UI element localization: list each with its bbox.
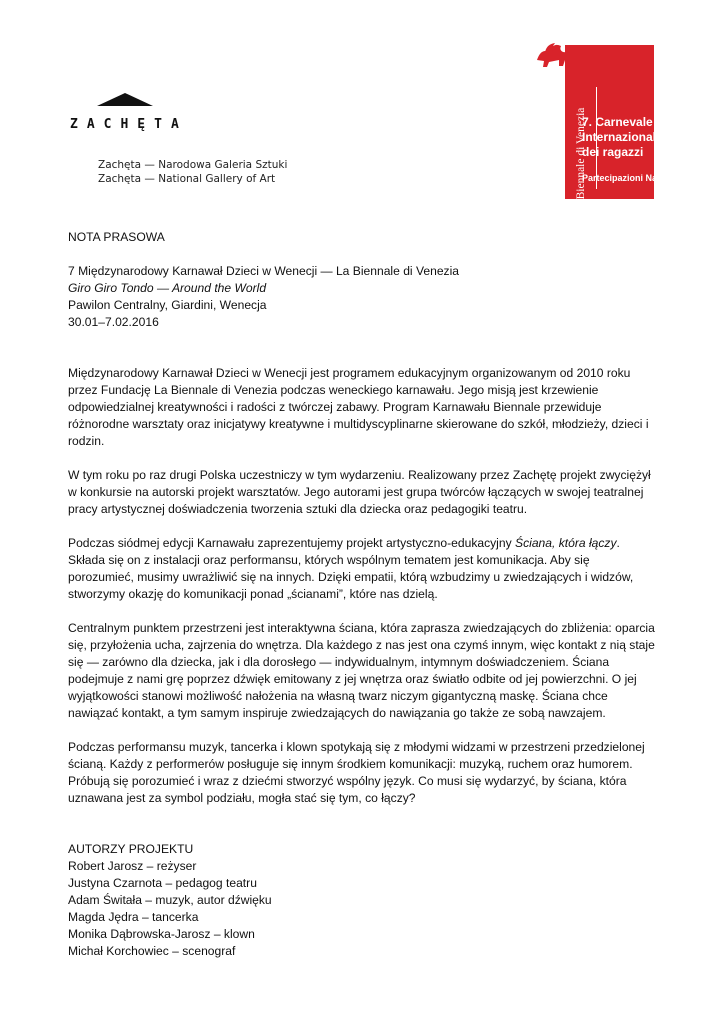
biennale-vertical-text: La Biennale di Venezia xyxy=(575,107,587,215)
event-dates: 30.01–7.02.2016 xyxy=(68,315,159,329)
authors-heading: AUTORZY PROJEKTU xyxy=(68,842,194,856)
carnevale-title-line1: 7. Carnevale xyxy=(582,115,653,129)
paragraph-5: Podczas performansu muzyk, tancerka i klown spotykają się z młodymi widzami w przestrzeni przedzielonej ścianą. Każdy z performerów posługuje się innym środkiem komunikacji: muzyką, ruchem oraz humorem. Próbują się porozumieć i wraz z dziećmi stworzyć wspólny język. Co musi się wydarzyć, by ściana, która uznawana jest za symbol podziału, mogła stać się tym, co łączy? xyxy=(68,740,645,805)
event-venue: Pawilon Centralny, Giardini, Wenecja xyxy=(68,298,267,312)
gallery-name xyxy=(98,158,287,186)
author-item: Michał Korchowiec – scenograf xyxy=(68,944,236,958)
author-item: Justyna Czarnota – pedagog teatru xyxy=(68,876,257,890)
project-title: Ściana, która łączy xyxy=(515,536,617,550)
event-title: 7 Międzynarodowy Karnawał Dzieci w Wenecji — La Biennale di Venezia xyxy=(68,264,460,278)
carnevale-title-line3: dei ragazzi xyxy=(582,145,644,159)
roof-icon xyxy=(70,92,182,118)
author-item: Robert Jarosz – reżyser xyxy=(68,859,197,873)
press-heading: NOTA PRASOWA xyxy=(68,230,165,244)
author-item: Adam Świtała – muzyk, autor dźwięku xyxy=(68,893,272,907)
carnevale-subtitle: Partecipazioni Nazionali xyxy=(582,173,686,183)
gallery-name-pl: Zachęta — Narodowa Galeria Sztuki xyxy=(98,159,288,171)
paragraph-3-end: . Składa się on z instalacji oraz performansu, których wspólnym tematem jest komunikacja. Aby się porozumieć, musimy uwrażliwić się na innych. Dzięki empatii, którą wzbudzimy u zwiedzających i widzów, stworzymy okazję do komunikacji ponad „ścianami”, które nas dzielą. xyxy=(68,536,634,601)
zacheta-logo xyxy=(70,92,182,118)
author-item: Monika Dąbrowska-Jarosz – klown xyxy=(68,927,255,941)
paragraph-4: Centralnym punktem przestrzeni jest interaktywna ściana, która zaprasza zwiedzających do zbliżenia: oparcia się, przyłożenia ucha, zajrzenia do wnętrza. Dla każdego z nas jest ona czymś innym, więc kontakt z nią staje się — zarówno dla dziecka, jak i dla dorosłego — indywidualnym, intymnym doświadczeniem. Ściana podejmuje z nami grę poprzez dźwięk emitowany z jej wnętrza oraz światło odbite od jej powierzchni. O jej wyjątkowości stanowi możliwość nałożenia na własną twarz niczym gigantyczną maskę. Ściana chce nawiązać kontakt, a tym samym inspiruje zwiedzających do nawiązania go także ze sobą nawzajem. xyxy=(68,621,655,720)
event-subtitle: Giro Giro Tondo — Around the World xyxy=(68,281,267,295)
press-release xyxy=(68,229,658,960)
paragraph-2: W tym roku po raz drugi Polska uczestniczy w tym wydarzeniu. Realizowany przez Zachętę projekt zwyciężył w konkursie na autorski projekt warsztatów. Jego autorami jest grupa twórców łączących w swojej teatralnej pracy artystycznej doświadczenia tworzenia sztuki dla dziecka oraz pedagogiki teatru. xyxy=(68,468,651,516)
biennale-badge xyxy=(565,45,686,215)
carnevale-title-line2: Internazionale xyxy=(582,130,663,144)
logo-wordmark: ZACHĘTA xyxy=(70,117,188,132)
carnevale-title xyxy=(582,115,722,160)
gallery-name-en: Zachęta — National Gallery of Art xyxy=(98,173,276,185)
paragraph-3-start: Podczas siódmej edycji Karnawału zaprezentujemy projekt artystyczno-edukacyjny xyxy=(68,536,516,550)
author-item: Magda Jędra – tancerka xyxy=(68,910,199,924)
paragraph-3 xyxy=(68,535,658,603)
paragraph-1: Międzynarodowy Karnawał Dzieci w Wenecji jest programem edukacyjnym organizowanym od 2010 roku przez Fundację La Biennale di Venezia podczas weneckiego karnawału. Jego misją jest krzewienie odpowiedzialnej kreatywności i radości z twórczej zabawy. Program Karnawału Biennale przewiduje różnorodne warsztaty oraz inicjatywy kreatywne i multidyscyplinarne skierowane do szkół, młodzieży, dzieci i rodzin. xyxy=(68,366,649,448)
